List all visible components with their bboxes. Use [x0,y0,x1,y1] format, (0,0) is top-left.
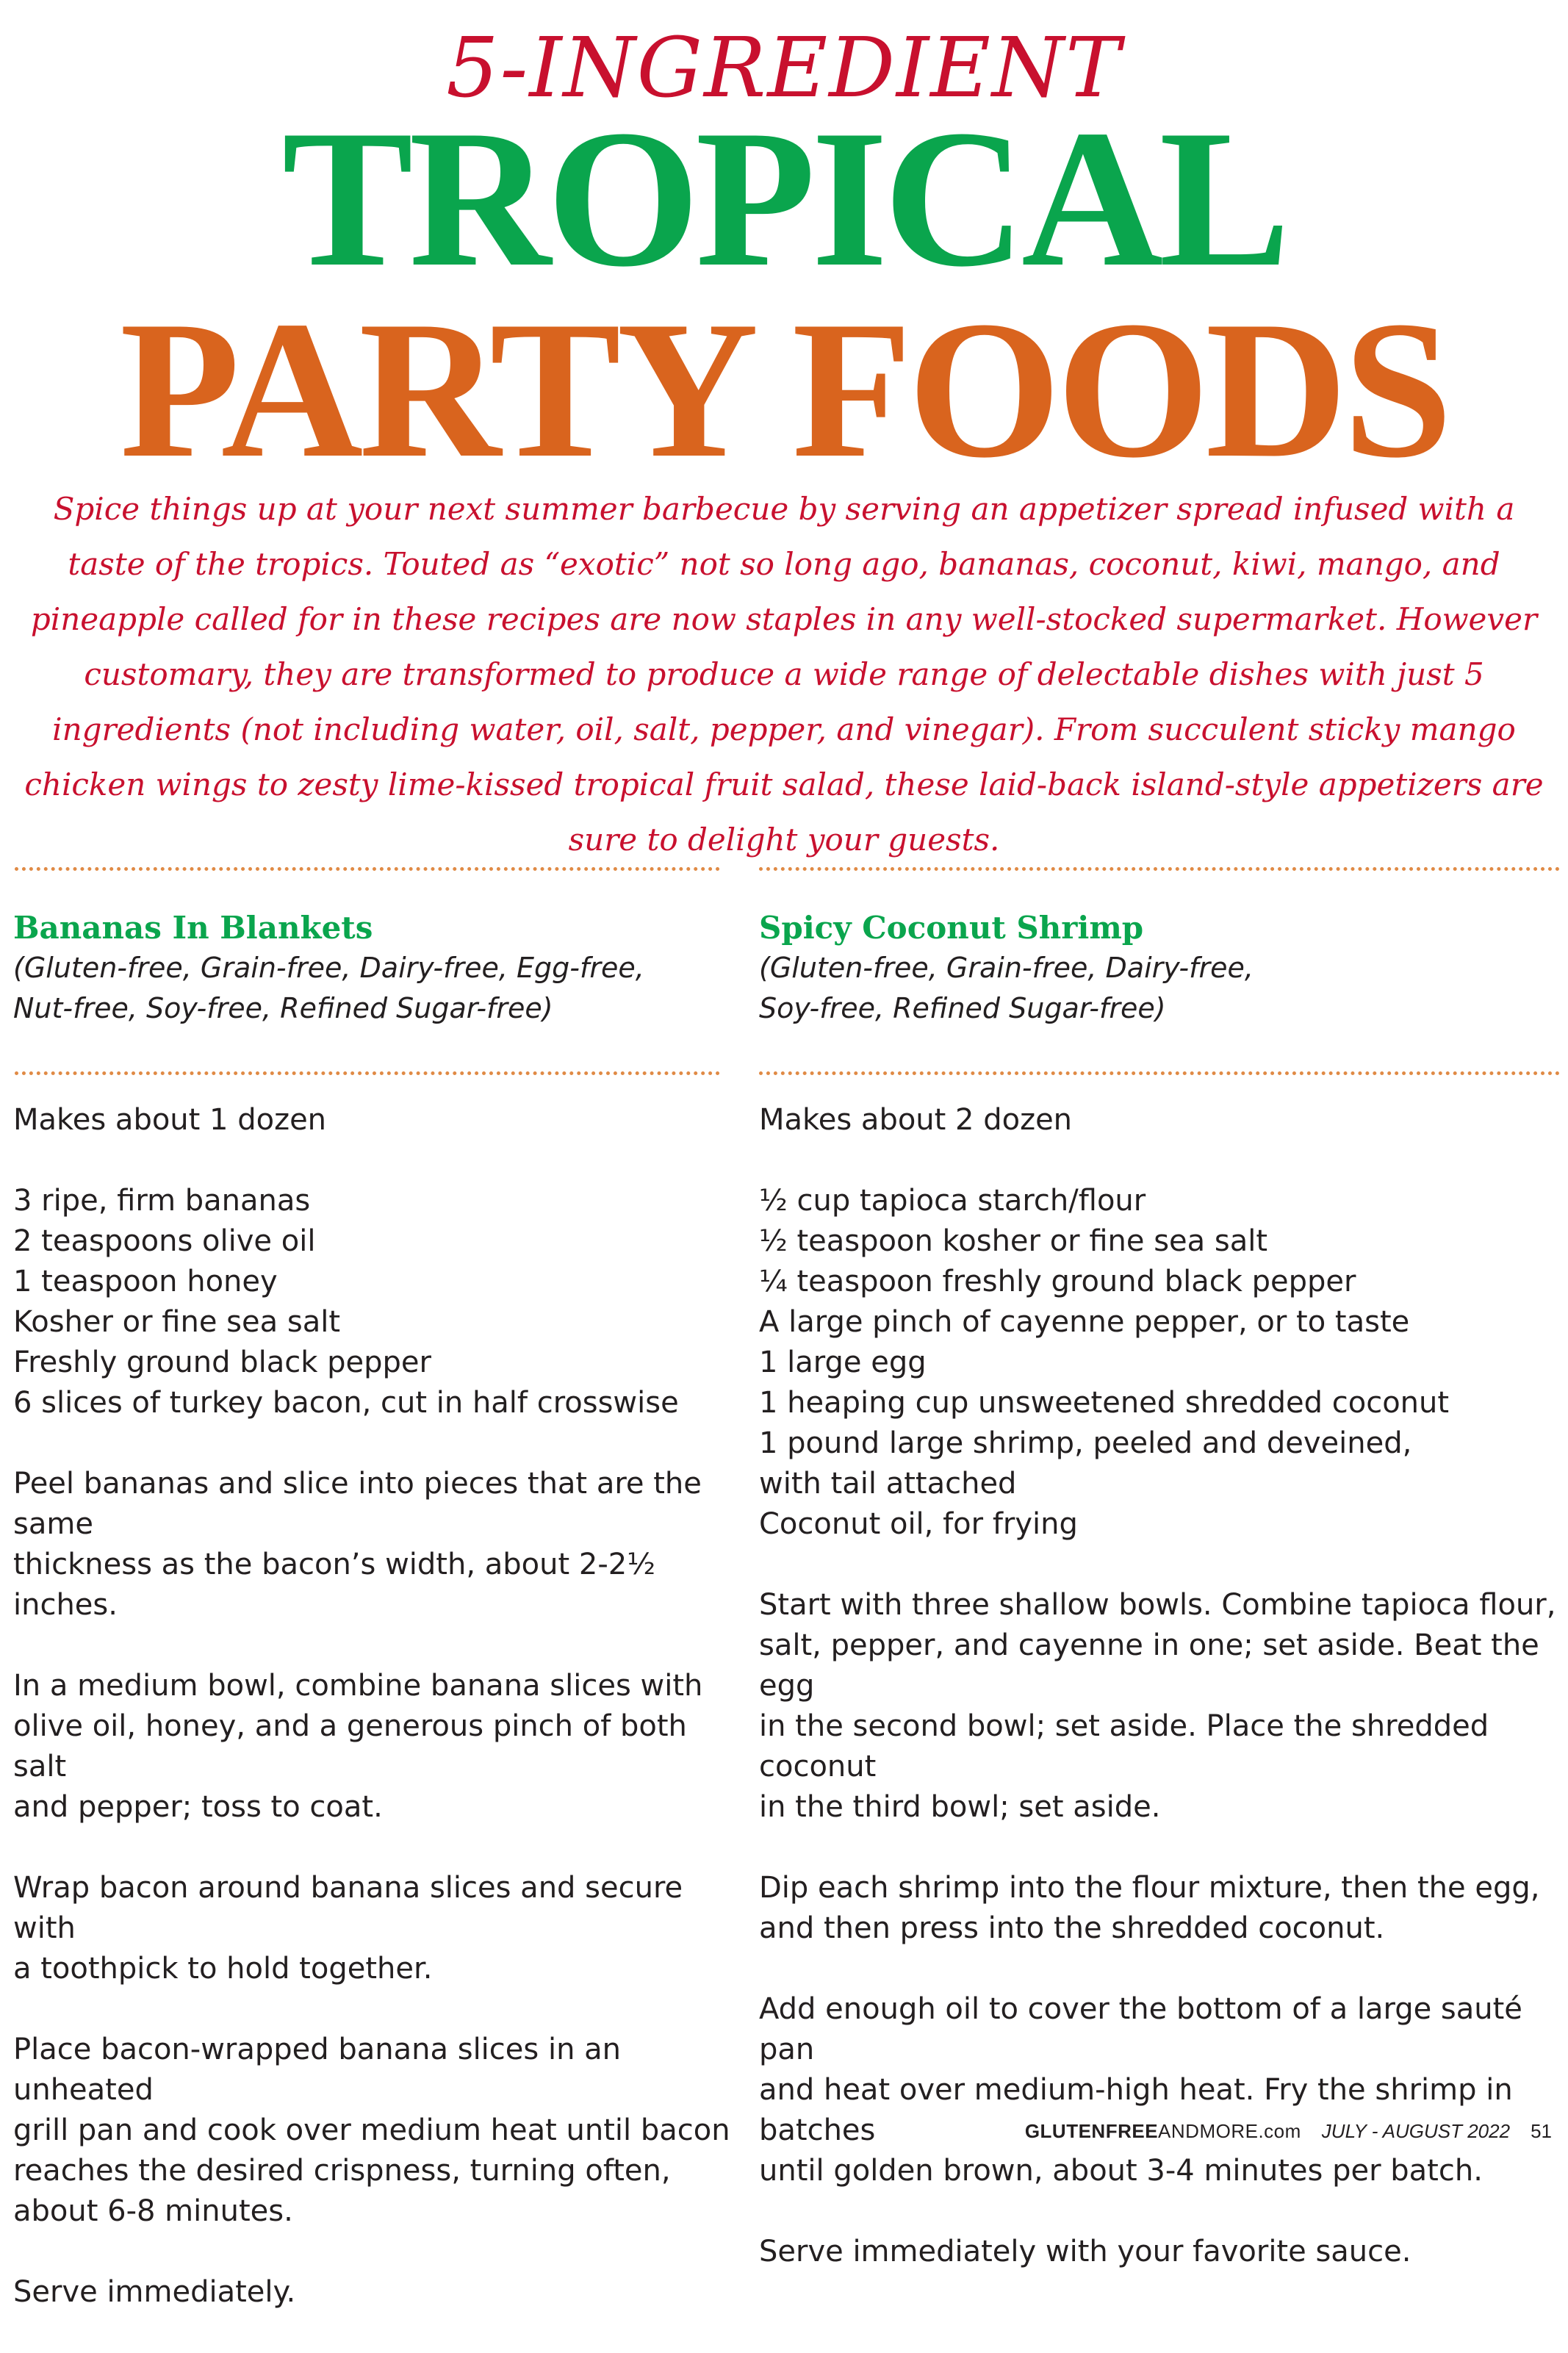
ingredient-item: Freshly ground black pepper [13,1346,431,1379]
recipe-title-shrimp: Spicy Coconut Shrimp [759,910,1144,946]
page-footer [1025,2119,1552,2144]
divider-mid-left [15,1071,720,1075]
recipe-yield: Makes about 2 dozen [759,1103,1073,1137]
footer-site-suffix: .com [1258,2120,1301,2142]
ingredient-list [13,1181,741,1423]
recipe-yield: Makes about 1 dozen [13,1103,327,1137]
ingredient-item: 2 teaspoons olive oil [13,1224,316,1258]
ingredient-item: 1 teaspoon honey [13,1265,278,1298]
recipe-step: Serve immediately. [13,2275,296,2309]
intro-paragraph: Spice things up at your next summer barbecue by serving an appetizer spread infused with a taste of the tropics. Touted as “exotic” not so long ago, bananas, coconut, kiwi, mango, and pineapple called for in these recipes are now staples in any well-stocked supermarket. However customary, they are transformed to produce a wide range of delectable dishes with just 5 ingredients (not including water, oil, salt, pepper, and vinegar). From succulent sticky mango chicken wings to zesty lime-kissed tropical fruit salad, these laid-back island-style appetizers are sure to delight your guests. [24,491,1544,858]
footer-site-light: ANDMORE [1158,2120,1259,2142]
headline-party-foods: PARTY FOODS [119,280,1449,498]
ingredient-list [759,1181,1564,1545]
recipe-step: Start with three shallow bowls. Combine tapioca flour, salt, pepper, and cayenne in one; set aside. Beat the egg in the second bowl; set aside. Place the shredded coconut in the third bowl; set aside. [759,1588,1556,1824]
ingredient-item: A large pinch of cayenne pepper, or to taste [759,1305,1410,1339]
headline-tropical: TROPICAL [281,89,1287,307]
ingredient-item: ½ teaspoon kosher or fine sea salt [759,1224,1268,1258]
divider-top-right [759,867,1560,871]
recipe-step: Serve immediately with your favorite sauce. [759,2235,1411,2268]
recipe-tags-bananas: (Gluten-free, Grain-free, Dairy-free, Egg-free, Nut-free, Soy-free, Refined Sugar-free) [13,952,644,1024]
ingredient-item: Kosher or fine sea salt [13,1305,340,1339]
ingredient-item: ¼ teaspoon freshly ground black pepper [759,1265,1356,1298]
page-number: 51 [1531,2120,1552,2142]
recipe-step: Place bacon-wrapped banana slices in an unheated grill pan and cook over medium heat until bacon reaches the desired crispness, turning often, about 6-8 minutes. [13,2033,730,2228]
recipe-step: Peel bananas and slice into pieces that are the same thickness as the bacon’s width, about 2-2½ inches. [13,1467,702,1622]
recipe-step: Wrap bacon around banana slices and secure with a toothpick to hold together. [13,1871,683,1986]
kicker-text: 5-INGREDIENT [446,21,1122,116]
divider-mid-right [759,1071,1560,1075]
recipe-step: In a medium bowl, combine banana slices with olive oil, honey, and a generous pinch of both salt and pepper; toss to coat. [13,1669,703,1824]
ingredient-item: ½ cup tapioca starch/flour [759,1184,1146,1218]
footer-issue: JULY - AUGUST 2022 [1321,2120,1511,2142]
recipe-title-bananas: Bananas In Blankets [13,910,373,946]
recipe-step: Add enough oil to cover the bottom of a large sauté pan and heat over medium-high heat. Fry the shrimp in batches until golden brown, about 3-4 minutes per batch. [759,1992,1522,2188]
ingredient-item: 1 pound large shrimp, peeled and deveined, with tail attached [759,1426,1412,1501]
recipe-step: Dip each shrimp into the flour mixture, then the egg, and then press into the shredded coconut. [759,1871,1540,1945]
ingredient-item: 3 ripe, firm bananas [13,1184,311,1218]
footer-site[interactable] [1025,2120,1301,2142]
ingredient-item: 1 heaping cup unsweetened shredded coconut [759,1386,1450,1420]
ingredient-item: 1 large egg [759,1346,927,1379]
ingredient-item: 6 slices of turkey bacon, cut in half crosswise [13,1386,679,1420]
recipe-tags-shrimp: (Gluten-free, Grain-free, Dairy-free, Soy-free, Refined Sugar-free) [759,952,1254,1024]
footer-site-bold: GLUTENFREE [1024,2120,1159,2142]
divider-top-left [15,867,720,871]
recipe-body-bananas [13,1100,741,2353]
ingredient-item: Coconut oil, for frying [759,1507,1078,1541]
